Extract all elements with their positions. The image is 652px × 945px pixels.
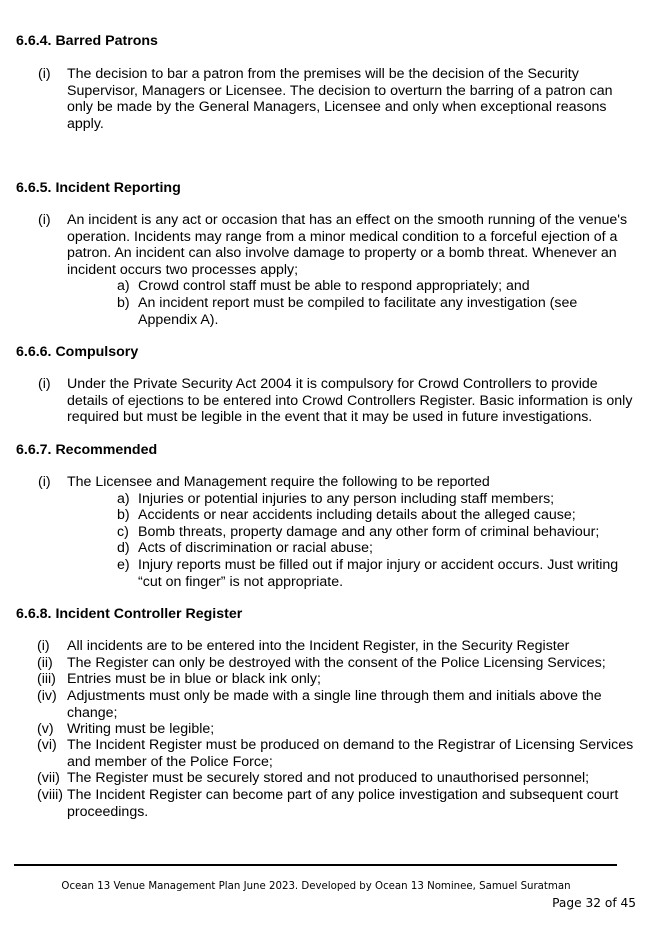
sub-item-marker: a) [117, 491, 130, 507]
item-number: (vi) [37, 737, 57, 753]
section-heading-6-6-4: 6.6.4. Barred Patrons [16, 33, 158, 49]
item-number: (iv) [37, 688, 57, 704]
sub-item-text: Accidents or near accidents including details about the alleged cause; [138, 507, 576, 523]
sub-item-marker: d) [117, 540, 130, 556]
paragraph-text: All incidents are to be entered into the Incident Register, in the Security Register [67, 638, 570, 654]
item-number: (i) [37, 638, 50, 654]
item-number: (v) [37, 721, 54, 737]
item-number: (i) [38, 376, 51, 392]
item-number: (vii) [37, 770, 60, 786]
sub-item-marker: e) [117, 557, 130, 573]
section-heading-6-6-6: 6.6.6. Compulsory [16, 344, 139, 360]
paragraph-text: Writing must be legible; [67, 721, 215, 737]
sub-item-text: Acts of discrimination or racial abuse; [138, 540, 373, 556]
paragraph-text: The Incident Register must be produced on demand to the Registrar of Licensing Services and member of the Police Force; [67, 737, 634, 770]
sub-item-text: Injury reports must be filled out if major injury or accident occurs. Just writing “cut on finger” is not appropriate. [138, 557, 619, 590]
sub-item-text: Injuries or potential injuries to any person including staff members; [138, 491, 555, 507]
sub-item-text: Bomb threats, property damage and any other form of criminal behaviour; [138, 524, 600, 540]
paragraph-text: The decision to bar a patron from the premises will be the decision of the Security Supervisor, Managers or Licensee. The decision to overturn the barring of a patron can only be made by the General Managers, Licensee and only when exceptional reasons apply. [67, 66, 613, 132]
paragraph-text: Under the Private Security Act 2004 it is compulsory for Crowd Controllers to provide details of ejections to be entered into Crowd Controllers Register. Basic information is only required but must be legible in the event that it may be used in future investigations. [67, 376, 633, 426]
item-number: (i) [38, 66, 51, 82]
footer-divider [14, 864, 617, 866]
paragraph-text: Adjustments must only be made with a single line through them and initials above the change; [67, 688, 602, 721]
sub-item-text: Crowd control staff must be able to respond appropriately; and [138, 278, 530, 294]
item-number: (iii) [37, 671, 56, 687]
section-heading-6-6-7: 6.6.7. Recommended [16, 442, 158, 458]
item-number: (i) [38, 212, 51, 228]
paragraph-text: The Register can only be destroyed with the consent of the Police Licensing Services; [67, 655, 606, 671]
sub-item-text: An incident report must be compiled to facilitate any investigation (see Appendix A). [138, 295, 578, 328]
item-number: (ii) [37, 655, 53, 671]
paragraph-text: The Register must be securely stored and not produced to unauthorised personnel; [67, 770, 590, 786]
paragraph-text: Entries must be in blue or black ink only; [67, 671, 321, 687]
sub-item-marker: c) [117, 524, 129, 540]
item-number: (viii) [37, 787, 63, 803]
section-heading-6-6-5: 6.6.5. Incident Reporting [16, 180, 181, 196]
sub-item-marker: b) [117, 507, 130, 523]
item-number: (i) [38, 474, 51, 490]
page-number: Page 32 of 45 [552, 896, 636, 910]
section-heading-6-6-8: 6.6.8. Incident Controller Register [16, 606, 243, 622]
sub-item-marker: b) [117, 295, 130, 311]
paragraph-text: The Incident Register can become part of any police investigation and subsequent court proceedings. [67, 787, 619, 820]
sub-item-marker: a) [117, 278, 130, 294]
paragraph-text: The Licensee and Management require the following to be reported [67, 474, 490, 490]
footer-text: Ocean 13 Venue Management Plan June 2023. Developed by Ocean 13 Nominee, Samuel Suratman [61, 881, 571, 892]
paragraph-text: An incident is any act or occasion that has an effect on the smooth running of the venue's operation. Incidents may range from a minor medical condition to a forceful ejection of a patron. An incident can also involve damage to property or a bomb threat. Whenever an incident occurs two processes apply; [67, 212, 628, 278]
